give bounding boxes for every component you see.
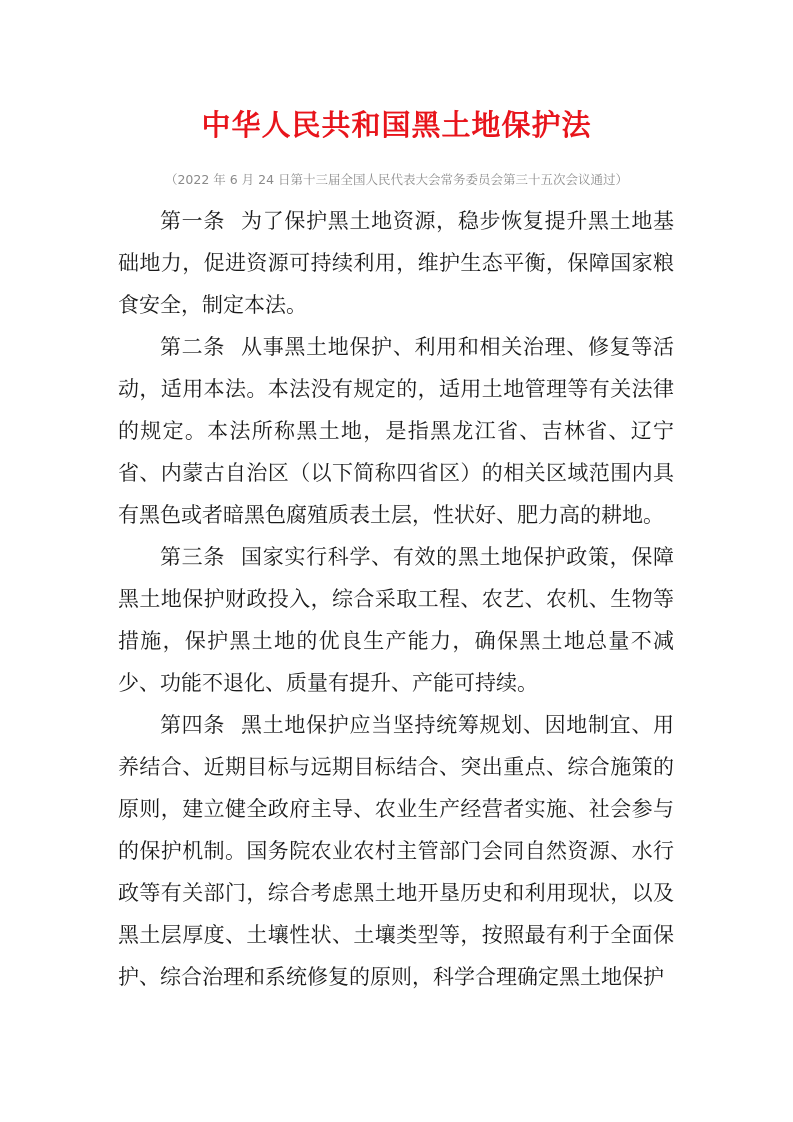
article-text: 为了保护黑土地资源，稳步恢复提升黑土地基础地力，促进资源可持续利用，维护生态平衡，保障国家粮食安全，制定本法。 — [118, 209, 674, 317]
document-title: 中华人民共和国黑土地保护法 — [201, 108, 592, 142]
article-1 — [118, 200, 674, 326]
document-body — [118, 200, 674, 998]
article-text: 国家实行科学、有效的黑土地保护政策，保障黑土地保护财政投入，综合采取工程、农艺、农机、生物等措施，保护黑土地的优良生产能力，确保黑土地总量不减少、功能不退化、质量有提升、产能可持续。 — [118, 545, 674, 695]
article-3 — [118, 536, 674, 704]
article-heading: 第二条 — [160, 335, 226, 359]
article-heading: 第三条 — [160, 545, 226, 569]
article-text: 从事黑土地保护、利用和相关治理、修复等活动，适用本法。本法没有规定的，适用土地管理等有关法律的规定。本法所称黑土地，是指黑龙江省、吉林省、辽宁省、内蒙古自治区（以下简称四省区）的相关区域范围内具有黑色或者暗黑色腐殖质表土层，性状好、肥力高的耕地。 — [118, 335, 674, 527]
article-text: 黑土地保护应当坚持统筹规划、因地制宜、用养结合、近期目标与远期目标结合、突出重点、综合施策的原则，建立健全政府主导、农业生产经营者实施、社会参与的保护机制。国务院农业农村主管部门会同自然资源、水行政等有关部门，综合考虑黑土地开垦历史和利用现状，以及黑土层厚度、土壤性状、土壤类型等，按照最有利于全面保护、综合治理和系统修复的原则，科学合理确定黑土地保护 — [118, 713, 674, 989]
article-2 — [118, 326, 674, 536]
article-4 — [118, 704, 674, 998]
article-heading: 第一条 — [160, 209, 226, 233]
document-subtitle: （2022 年 6 月 24 日第十三届全国人民代表大会常务委员会第三十五次会议通过） — [164, 172, 629, 187]
article-heading: 第四条 — [160, 713, 226, 737]
